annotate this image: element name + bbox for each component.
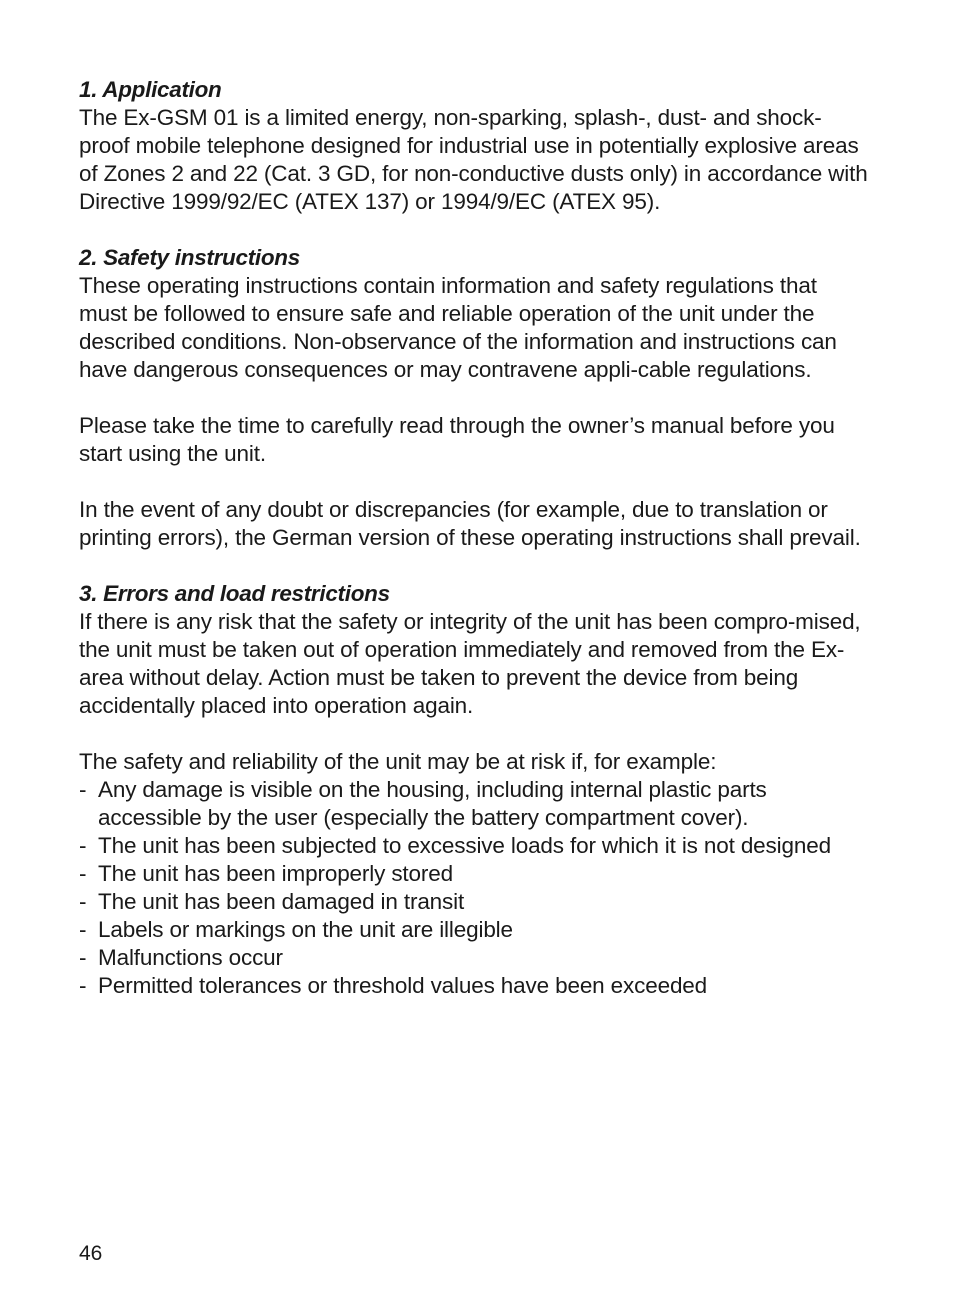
list-item-text: The unit has been subjected to excessive loads for which it is not designed <box>98 833 831 858</box>
list-item-text: The unit has been damaged in transit <box>98 889 465 914</box>
list-item <box>79 944 869 972</box>
list-item <box>79 776 869 832</box>
list-bullet: - <box>79 973 87 998</box>
page-content <box>79 76 869 1000</box>
list-item-text: Permitted tolerances or threshold values have been exceeded <box>98 973 708 998</box>
section-gap <box>79 216 869 244</box>
list-item-text: Malfunctions occur <box>98 945 283 970</box>
paragraph-gap <box>79 468 869 496</box>
section-gap <box>79 552 869 580</box>
list-item <box>79 972 869 1000</box>
risk-list <box>79 776 869 1000</box>
list-item <box>79 860 869 888</box>
list-bullet: - <box>79 861 87 886</box>
page-number: 46 <box>79 1242 103 1265</box>
list-bullet: - <box>79 833 87 858</box>
list-bullet: - <box>79 917 87 942</box>
section-heading-application: 1. Application <box>79 77 222 102</box>
section-heading-errors-load-restrictions: 3. Errors and load restrictions <box>79 581 390 606</box>
list-item <box>79 888 869 916</box>
safety-paragraph-2: Please take the time to carefully read through the owner’s manual before you start using the unit. <box>79 413 835 466</box>
application-paragraph: The Ex-GSM 01 is a limited energy, non-sparking, splash-, dust- and shock-proof mobile telephone designed for industrial use in potentially explosive areas of Zones 2 and 22 (Cat. 3 GD, for non-conductive dusts only) in accordance with Directive 1999/92/EC (ATEX 137) or 1994/9/EC (ATEX 95). <box>79 105 868 214</box>
list-bullet: - <box>79 777 87 802</box>
list-item-text: Any damage is visible on the housing, including internal plastic parts accessible by the user (especially the battery compartment cover). <box>98 777 767 830</box>
list-bullet: - <box>79 889 87 914</box>
section-heading-safety-instructions: 2. Safety instructions <box>79 245 300 270</box>
errors-paragraph-1: If there is any risk that the safety or integrity of the unit has been compro-mised, the unit must be taken out of operation immediately and removed from the Ex-area without delay. Action must be taken to prevent the device from being accidentally placed into operation again. <box>79 609 861 718</box>
errors-paragraph-2: The safety and reliability of the unit may be at risk if, for example: <box>79 749 717 774</box>
list-bullet: - <box>79 945 87 970</box>
safety-paragraph-3: In the event of any doubt or discrepancies (for example, due to translation or printing errors), the German version of these operating instructions shall prevail. <box>79 497 861 550</box>
paragraph-gap <box>79 384 869 412</box>
list-item-text: Labels or markings on the unit are illegible <box>98 917 513 942</box>
list-item <box>79 832 869 860</box>
safety-paragraph-1: These operating instructions contain information and safety regulations that must be followed to ensure safe and reliable operation of the unit under the described conditions. Non-observance of the information and instructions can have dangerous consequences or may contravene appli-cable regulations. <box>79 273 837 382</box>
list-item <box>79 916 869 944</box>
paragraph-gap <box>79 720 869 748</box>
list-item-text: The unit has been improperly stored <box>98 861 453 886</box>
